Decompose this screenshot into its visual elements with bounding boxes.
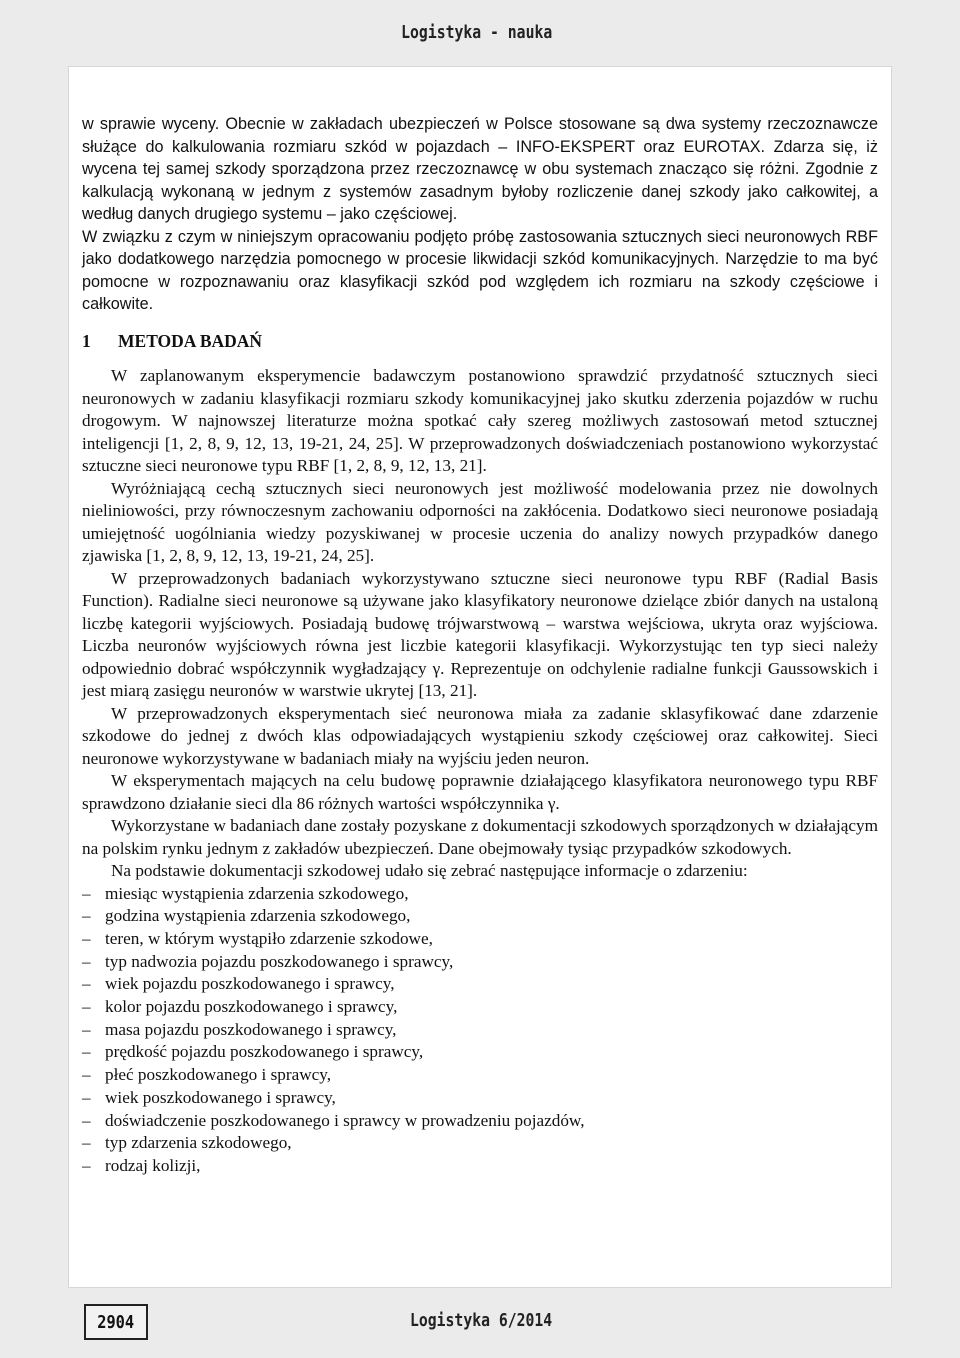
- section-title: METODA BADAŃ: [118, 330, 263, 351]
- intro-paragraph-1: w sprawie wyceny. Obecnie w zakładach ubezpieczeń w Polsce stosowane są dwa systemy rzeczoznawcze służące do kalkulowania rozmiaru szkód w pojazdach – INFO-EKSPERT oraz EUROTAX. Zdarza się, iż wycena tej samej szkody sporządzona przez rzeczoznawcę w obu systemach znacząco się różni. Zgodnie z kalkulacją wykonaną w jednym z systemów zasadnym byłoby rozliczenie danej szkody jako całkowitej, a według danych drugiego systemu – jako częściowej.: [82, 115, 878, 223]
- right-margin-band: [892, 66, 960, 1288]
- list-item: – typ zdarzenia szkodowego,: [82, 1132, 878, 1155]
- list-item: – typ nadwozia pojazdu poszkodowanego i sprawcy,: [82, 951, 878, 974]
- paragraph-5: W eksperymentach mających na celu budowę poprawnie działającego klasyfikatora neuronowego typu RBF sprawdzono działanie sieci dla 86 różnych wartości współczynnika γ.: [82, 771, 878, 813]
- section-heading: [82, 330, 878, 353]
- list-item: – miesiąc wystąpienia zdarzenia szkodowego,: [82, 883, 878, 906]
- running-header-title: Logistyka - nauka: [400, 22, 552, 43]
- list-item: – teren, w którym wystąpiło zdarzenie szkodowe,: [82, 928, 878, 951]
- paragraph-6: Wykorzystane w badaniach dane zostały pozyskane z dokumentacji szkodowych sporządzonych w działającym na polskim rynku jednym z zakładów ubezpieczeń. Dane obejmowały tysiąc przypadków szkodowych.: [82, 816, 878, 858]
- paragraph-3: W przeprowadzonych badaniach wykorzystywano sztuczne sieci neuronowe typu RBF (Radial Basis Function). Radialne sieci neuronowe są używane jako klasyfikatory neuronowe dzielące zbiór danych na ustaloną liczbę kategorii wyjściowych. Posiadają budowę trójwarstwową – warstwa wejściowa, ukryta oraz wyjściowa. Liczba neuronów wyjściowych równa jest liczbie kategorii klasyfikacji. Wykorzystując ten typ sieci należy odpowiednio dobrać współczynnik wygładzający γ. Reprezentuje on odchylenie radialne funkcji Gaussowskich i jest miarą zasięgu neuronów w warstwie ukrytej [13, 21].: [82, 568, 878, 700]
- intro-paragraph-2: W związku z czym w niniejszym opracowaniu podjęto próbę zastosowania sztucznych sieci neuronowych RBF jako dodatkowego narzędzia pomocnego w procesie likwidacji szkód komunikacyjnych. Narzędzie to ma być pomocne w rozpoznawaniu oraz klasyfikacji szkód pod względem ich rozmiaru na szkody częściowe i całkowite.: [82, 227, 878, 313]
- page-number-box: [84, 1304, 148, 1340]
- paragraph-2: Wyróżniającą cechą sztucznych sieci neuronowych jest możliwość modelowania przez nie dowolnych nieliniowości, przy równoczesnym zachowaniu odporności na zakłócenia. Dodatkowo sieci neuronowe posiadają umiejętność uogólniania wiedzy pozyskiwanej w procesie uczenia do analizy nowych przypadków danego zjawiska [1, 2, 8, 9, 12, 13, 19-21, 24, 25].: [82, 478, 878, 565]
- list-item: – prędkość pojazdu poszkodowanego i sprawcy,: [82, 1041, 878, 1064]
- article-body: [82, 113, 878, 1178]
- left-margin-band: [0, 66, 68, 1288]
- list-item: – godzina wystąpienia zdarzenia szkodowego,: [82, 905, 878, 928]
- list-item: – wiek pojazdu poszkodowanego i sprawcy,: [82, 973, 878, 996]
- paragraph-1: W zaplanowanym eksperymencie badawczym postanowiono sprawdzić przydatność sztucznych sieci neuronowych w zadaniu klasyfikacji rozmiaru szkody komunikacyjnej jako skutku zderzenia pojazdów w ruchu drogowym. W najnowszej literaturze można spotkać cały szereg możliwych zastosowań metod sztucznej inteligencji [1, 2, 8, 9, 12, 13, 19-21, 24, 25]. W przeprowadzonych doświadczeniach postanowiono wykorzystać sztuczne sieci neuronowe typu RBF [1, 2, 8, 9, 12, 13, 21].: [82, 366, 878, 475]
- list-item: – doświadczenie poszkodowanego i sprawcy w prowadzeniu pojazdów,: [82, 1110, 878, 1133]
- list-item: – rodzaj kolizji,: [82, 1155, 878, 1178]
- section-number: 1: [82, 330, 91, 351]
- paragraph-4: W przeprowadzonych eksperymentach sieć neuronowa miała za zadanie sklasyfikować dane zdarzenie szkodowe do jednej z dwóch klas odpowiadających wystąpieniu szkody częściowej oraz całkowitej. Sieci neuronowe wykorzystywane w badaniach miały na wyjściu jeden neuron.: [82, 703, 878, 768]
- list-item: – masa pojazdu poszkodowanego i sprawcy,: [82, 1019, 878, 1042]
- journal-issue: Logistyka 6/2014: [410, 1310, 553, 1331]
- list-item: – wiek poszkodowanego i sprawcy,: [82, 1087, 878, 1110]
- paragraph-7: Na podstawie dokumentacji szkodowej udało się zebrać następujące informacje o zdarzeniu:: [111, 861, 748, 880]
- information-list: [82, 883, 878, 1178]
- list-item: – płeć poszkodowanego i sprawcy,: [82, 1064, 878, 1087]
- page-number: 2904: [97, 1311, 135, 1333]
- list-item: – kolor pojazdu poszkodowanego i sprawcy,: [82, 996, 878, 1019]
